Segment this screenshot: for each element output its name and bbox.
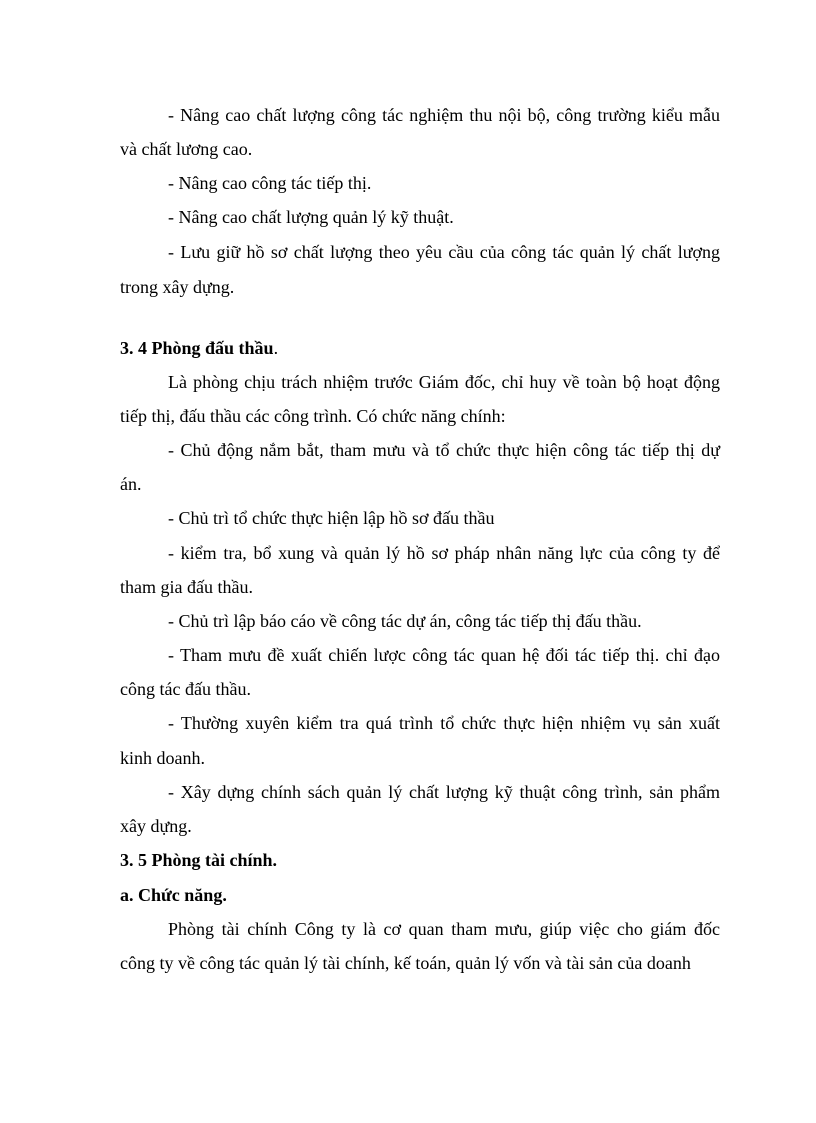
- section-heading-3-4: [120, 337, 720, 359]
- paragraph-line: - Lưu giữ hồ sơ chất lượng theo yêu cầu của công tác quản lý chất lượng: [168, 242, 720, 262]
- paragraph-line: - Nâng cao công tác tiếp thị.: [168, 173, 372, 193]
- paragraph-line: - Nâng cao chất lượng quản lý kỹ thuật.: [168, 207, 454, 227]
- heading-tail: .: [273, 338, 279, 358]
- heading-text: 3. 4 Phòng đấu thầu: [120, 338, 274, 358]
- paragraph-line: - Chủ động nắm bắt, tham mưu và tổ chức thực hiện công tác tiếp thị dự: [168, 440, 720, 460]
- paragraph-line: - Chủ trì tổ chức thực hiện lập hồ sơ đấu thầu: [168, 508, 495, 528]
- paragraph-line: án.: [120, 474, 142, 494]
- section-heading-3-5: 3. 5 Phòng tài chính.: [120, 850, 278, 870]
- subsection-heading-a: a. Chức năng.: [120, 885, 227, 905]
- paragraph-line: tham gia đấu thầu.: [120, 577, 253, 597]
- paragraph-line: Phòng tài chính Công ty là cơ quan tham mưu, giúp việc cho giám đốc: [168, 919, 720, 939]
- paragraph-line: công tác đấu thầu.: [120, 679, 251, 699]
- paragraph-line: - kiểm tra, bổ xung và quản lý hồ sơ pháp nhân năng lực của công ty để: [168, 543, 720, 563]
- paragraph-line: - Thường xuyên kiểm tra quá trình tổ chức thực hiện nhiệm vụ sản xuất: [168, 713, 720, 733]
- paragraph-line: - Nâng cao chất lượng công tác nghiệm thu nội bộ, công trường kiểu mẫu: [168, 105, 720, 125]
- paragraph-line: - Xây dựng chính sách quản lý chất lượng kỹ thuật công trình, sản phẩm: [168, 782, 720, 802]
- paragraph-line: trong xây dựng.: [120, 277, 235, 297]
- paragraph-line: kinh doanh.: [120, 748, 205, 768]
- paragraph-line: xây dựng.: [120, 816, 192, 836]
- paragraph-line: và chất lương cao.: [120, 139, 253, 159]
- paragraph-line: tiếp thị, đấu thầu các công trình. Có chức năng chính:: [120, 406, 506, 426]
- paragraph-line: - Tham mưu đề xuất chiến lược công tác quan hệ đối tác tiếp thị. chỉ đạo: [168, 645, 720, 665]
- paragraph-line: - Chủ trì lập báo cáo về công tác dự án, công tác tiếp thị đấu thầu.: [168, 611, 642, 631]
- paragraph-line: công ty về công tác quản lý tài chính, kế toán, quản lý vốn và tài sản của doanh: [120, 953, 691, 973]
- paragraph-line: Là phòng chịu trách nhiệm trước Giám đốc, chỉ huy về toàn bộ hoạt động: [168, 372, 720, 392]
